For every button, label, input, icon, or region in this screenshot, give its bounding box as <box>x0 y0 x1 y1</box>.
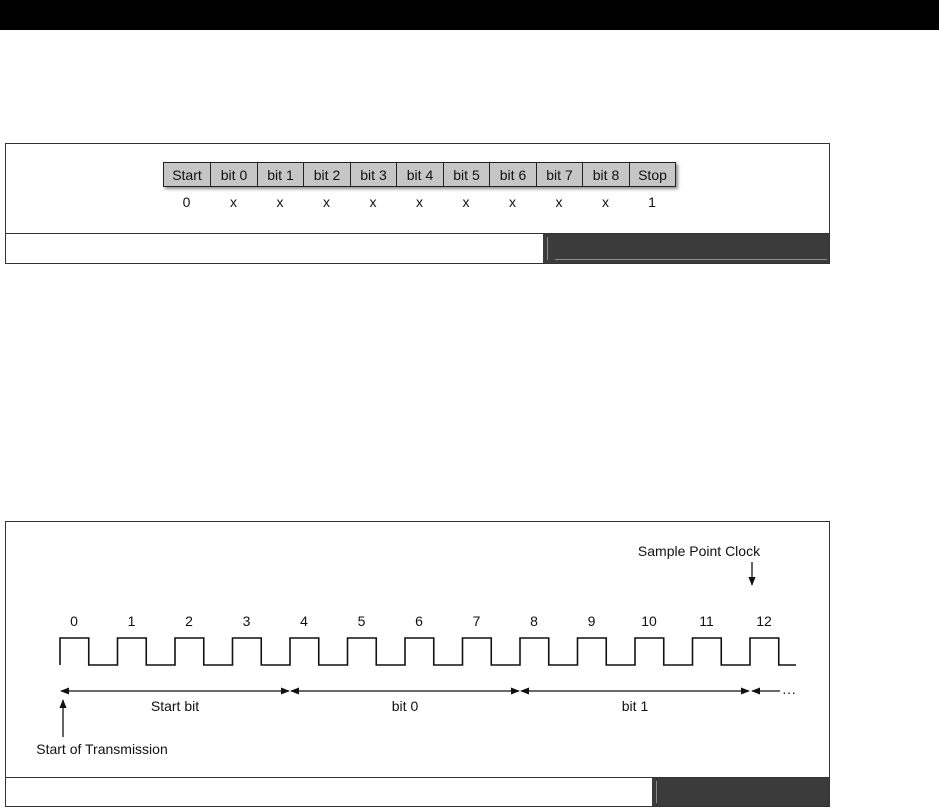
timing-diagram-figure <box>5 521 830 807</box>
frame-field-value: x <box>416 194 423 210</box>
start-transmission-label: Start of Transmission <box>36 741 168 757</box>
frame-fields <box>163 162 676 187</box>
frame-field-value: x <box>462 194 470 210</box>
sample-point-clock-label: Sample Point Clock <box>637 543 761 559</box>
frame-field: bit 1 <box>257 162 304 187</box>
frame-field: bit 5 <box>443 162 490 187</box>
clock-tick-label: 7 <box>472 613 481 629</box>
frame-field: bit 4 <box>396 162 444 187</box>
frame-field: bit 6 <box>489 162 537 187</box>
header-bar <box>0 0 939 30</box>
timing-diagram <box>6 522 829 778</box>
clock-tick-label: 9 <box>587 613 596 629</box>
clock-tick-label: 1 <box>127 613 136 629</box>
clock-tick-label: 0 <box>70 613 78 629</box>
frame-field: Stop <box>629 162 676 187</box>
caption-label-box <box>543 234 829 263</box>
frame-field-value: x <box>602 194 609 210</box>
clock-tick-label: 11 <box>699 613 714 629</box>
frame-values <box>163 194 675 210</box>
frame-field-value: x <box>369 194 377 210</box>
caption-label-box <box>652 778 829 806</box>
clock-waveform <box>60 638 796 665</box>
clock-tick-label: 6 <box>415 613 423 629</box>
frame-field-value: x <box>323 194 330 210</box>
frame-field-value: x <box>230 194 237 210</box>
frame-field: bit 7 <box>536 162 583 187</box>
frame-field-value: 1 <box>648 194 656 210</box>
clock-tick-label: 10 <box>641 613 657 629</box>
frame-field-value: 0 <box>182 194 191 210</box>
frame-field: bit 3 <box>350 162 397 187</box>
frame-field: bit 0 <box>210 162 258 187</box>
frame-field-value: x <box>276 194 284 210</box>
bit-span-label: bit 1 <box>621 698 649 714</box>
frame-field-value: x <box>555 194 563 210</box>
frame-field: bit 8 <box>582 162 630 187</box>
frame-format-figure <box>5 143 830 264</box>
clock-tick-label: 8 <box>530 613 538 629</box>
frame-field: Start <box>163 162 211 187</box>
clock-tick-label: 12 <box>756 613 772 629</box>
continuation-dots: ··· <box>782 684 796 700</box>
figure-caption-bar <box>6 777 829 806</box>
figure-caption-bar <box>6 233 829 263</box>
bit-span-label: Start bit <box>150 698 200 714</box>
clock-tick-label: 5 <box>357 613 366 629</box>
clock-tick-label: 2 <box>185 613 193 629</box>
bit-span-label: bit 0 <box>391 698 419 714</box>
clock-tick-label: 3 <box>242 613 251 629</box>
clock-tick-label: 4 <box>300 613 308 629</box>
frame-field-value: x <box>509 194 516 210</box>
frame-field: bit 2 <box>303 162 351 187</box>
